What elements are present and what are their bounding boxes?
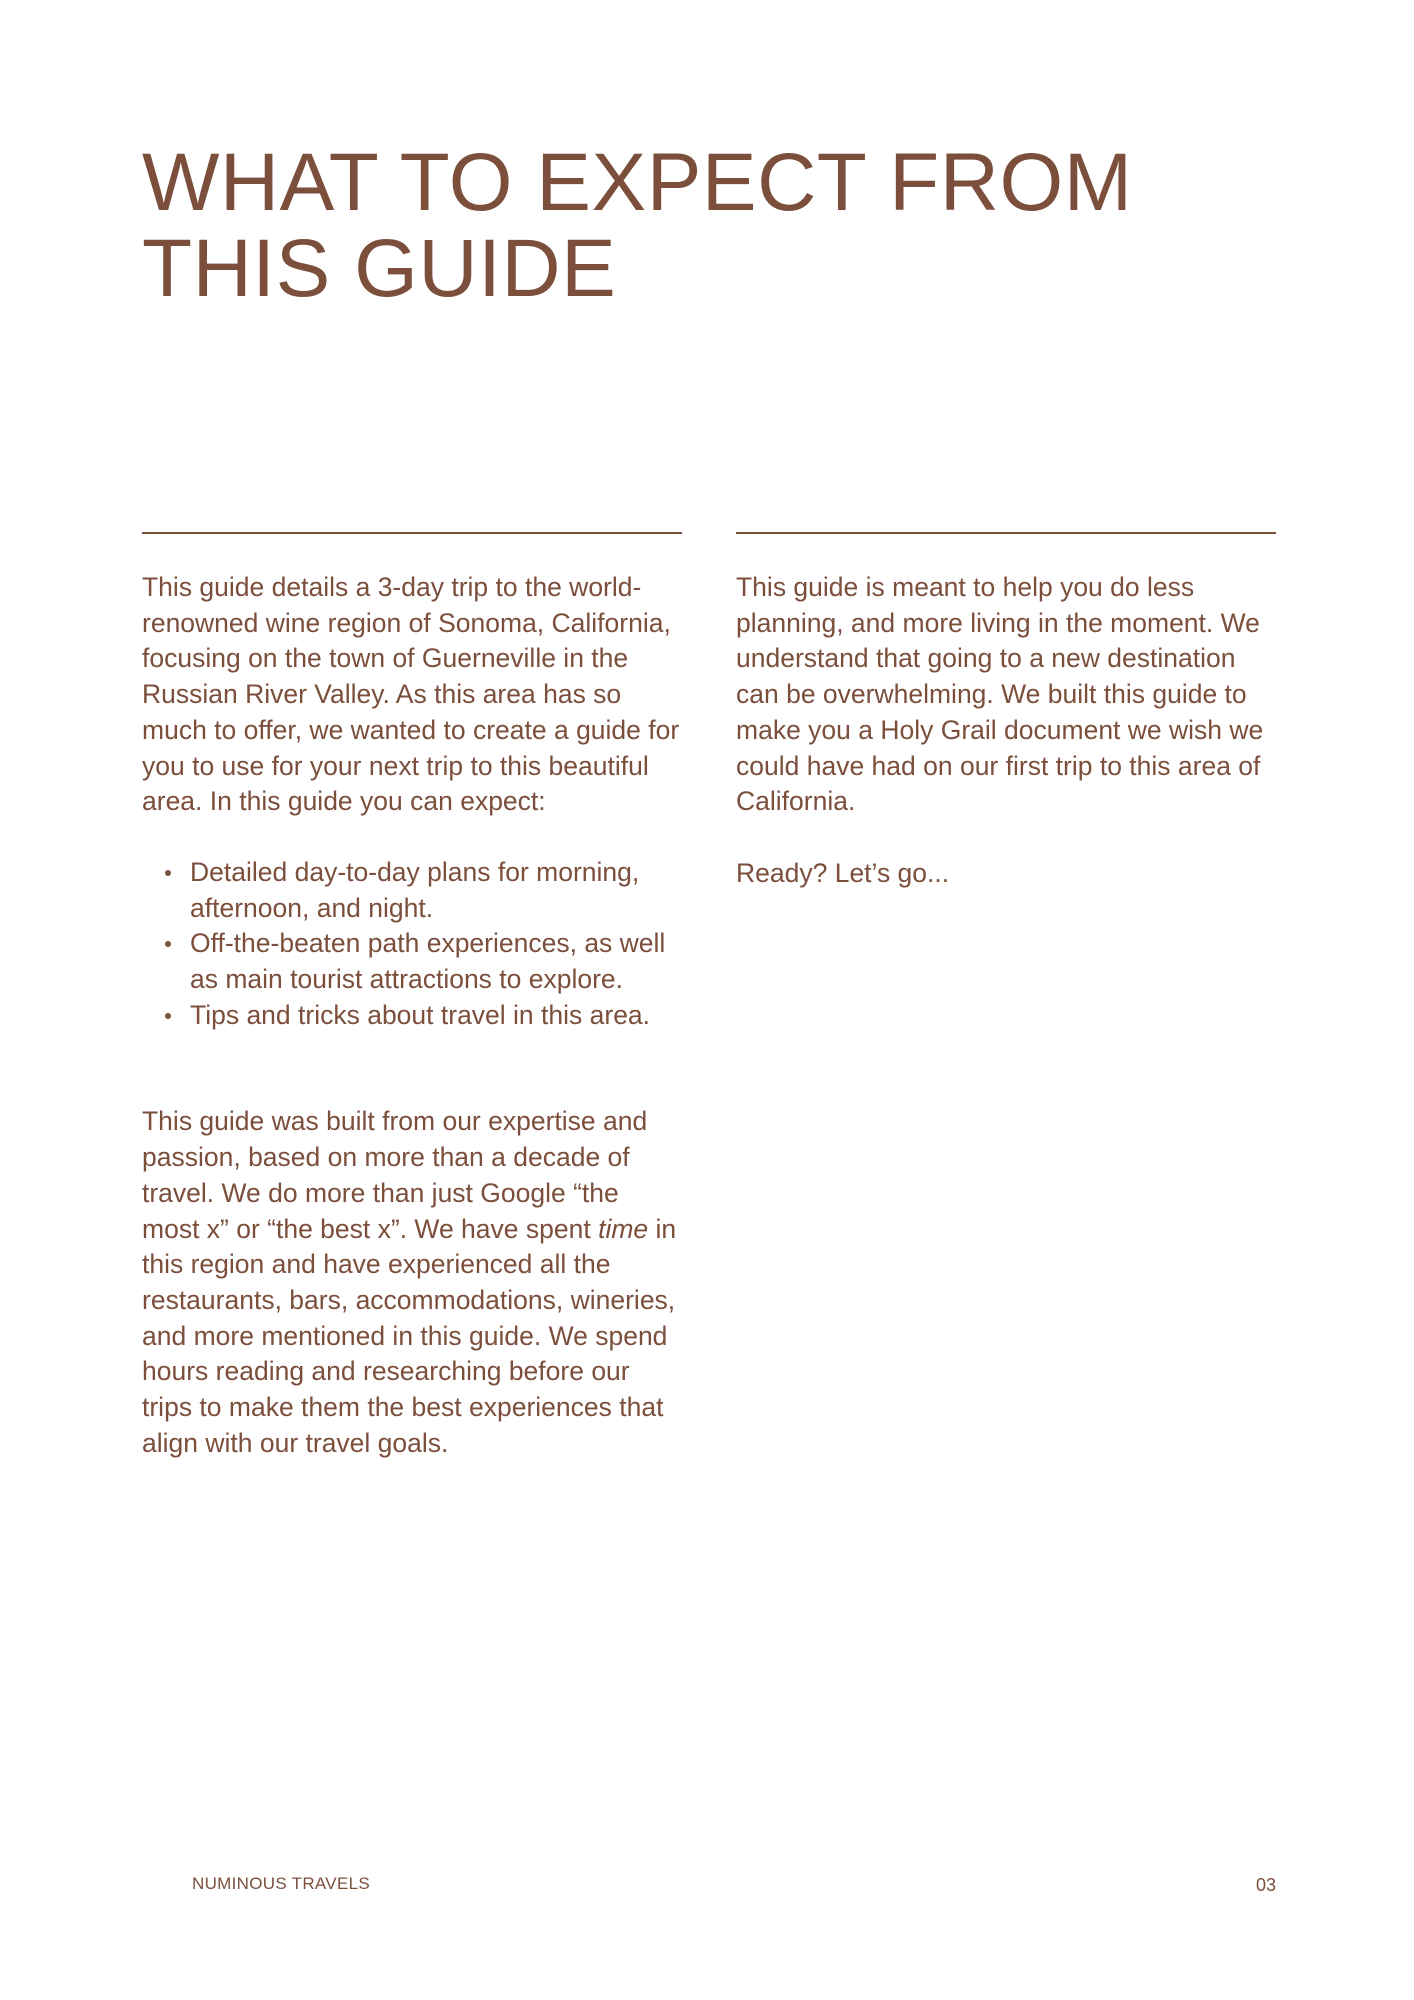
expectations-list [142, 855, 682, 1034]
expertise-text-end: in this region and have experienced all the restaurants, bars, accommodations, wineries, and more mentioned in this guide. We spend hours reading and researching before our trips to make them the best experiences that align with our travel goals. [142, 1213, 677, 1458]
list-item-text: Tips and tricks about travel in this area. [190, 999, 651, 1030]
intro-paragraph: This guide details a 3-day trip to the world-renowned wine region of Sonoma, California, focusing on the town of Guerneville in the Russian River Valley. As this area has so much to offer, we wanted to create a guide for you to use for your next trip to this beautiful area. In this guide you can expect: [142, 572, 680, 817]
bullet-icon [165, 941, 171, 947]
page-title [142, 137, 1282, 314]
closing-line: Ready? Let’s go... [736, 857, 950, 888]
page-number: 03 [1255, 1875, 1276, 1895]
bullet-icon [165, 1013, 171, 1019]
list-item [190, 926, 682, 997]
expertise-text-start: This guide was built from our expertise and passion, based on more than a decade of travel. We do more than just Google “the most x” or “the best x”. We have spent [142, 1106, 648, 1244]
page-title-line-2: THIS GUIDE [142, 223, 617, 314]
list-item-text: Detailed day-to-day plans for morning, afternoon, and night. [190, 856, 640, 923]
right-column [736, 532, 1276, 892]
footer-brand: NUMINOUS TRAVELS [192, 1874, 370, 1893]
left-column-divider [142, 532, 682, 534]
expertise-paragraph [142, 1104, 682, 1461]
purpose-paragraph: This guide is meant to help you do less planning, and more living in the moment. We understand that going to a new destination can be overwhelming. We built this guide to make you a Holy Grail document we wish we could have had on our first trip to this area of California. [736, 572, 1264, 817]
list-item-text: Off-the-beaten path experiences, as well as main tourist attractions to explore. [190, 928, 666, 995]
page-title-line-1: WHAT TO EXPECT FROM [142, 137, 1133, 228]
left-column [142, 532, 682, 1461]
right-column-divider [736, 532, 1276, 534]
list-item [190, 855, 682, 926]
expertise-emphasis: time [598, 1213, 649, 1244]
bullet-icon [165, 870, 171, 876]
list-item [190, 998, 682, 1034]
